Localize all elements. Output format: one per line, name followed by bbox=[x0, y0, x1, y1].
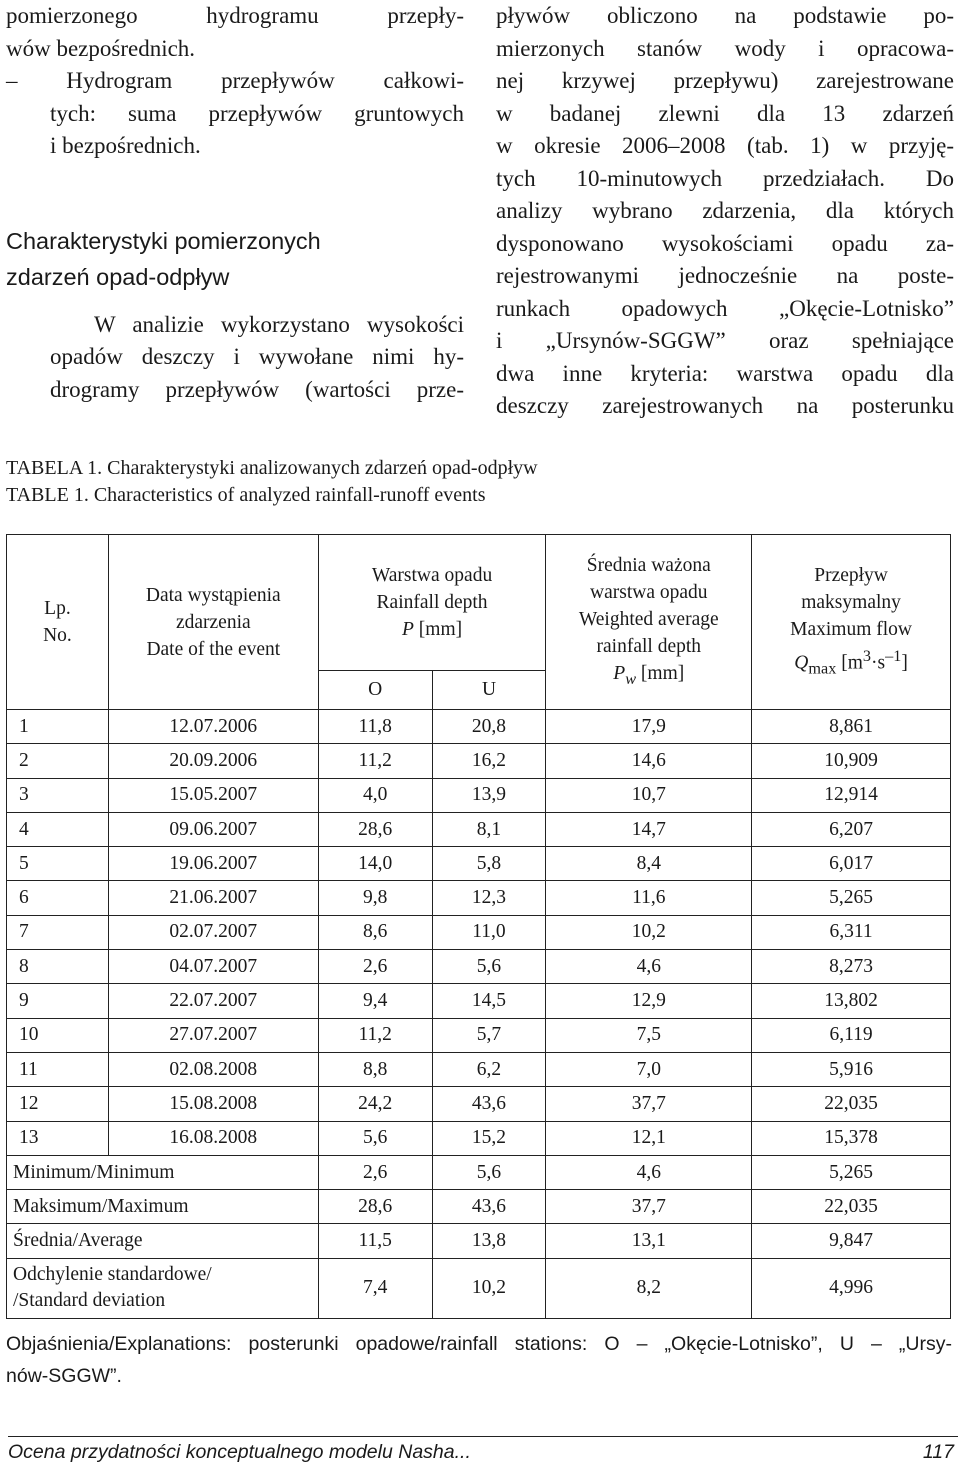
table-cell: 9,8 bbox=[318, 881, 432, 915]
subscript-max: max bbox=[808, 659, 837, 678]
text-line: dysponowano wysokościami opadu za- bbox=[496, 230, 954, 256]
table-cell: 13,1 bbox=[546, 1224, 752, 1258]
table-cell: 11,8 bbox=[318, 710, 432, 744]
stat-label: Minimum/Minimum bbox=[7, 1155, 319, 1189]
table-cell: 5,265 bbox=[752, 881, 951, 915]
subscript-w: w bbox=[625, 669, 637, 688]
header-line: Lp. bbox=[44, 598, 71, 619]
stat-label-line: Odchylenie standardowe/ bbox=[13, 1264, 212, 1286]
table-cell: 14,5 bbox=[432, 984, 546, 1018]
table-cell: 13,8 bbox=[432, 1224, 546, 1258]
header-weighted-depth bbox=[546, 535, 752, 710]
table-cell: 8,2 bbox=[546, 1258, 752, 1318]
table-cell: 14,0 bbox=[318, 847, 432, 881]
table-cell: 28,6 bbox=[318, 1190, 432, 1224]
table-cell: 15,2 bbox=[432, 1121, 546, 1155]
heading-line: Charakterystyki pomierzonych bbox=[6, 227, 321, 254]
table-cell: 6 bbox=[7, 881, 109, 915]
table-cell: 27.07.2007 bbox=[108, 1018, 318, 1052]
text-line: wów bezpośrednich. bbox=[6, 35, 196, 61]
table-cell: 7,4 bbox=[318, 1258, 432, 1318]
table-cell: 5,6 bbox=[432, 950, 546, 984]
table-cell: 16.08.2008 bbox=[108, 1121, 318, 1155]
table-cell: 2,6 bbox=[318, 950, 432, 984]
table-cell: 13,802 bbox=[752, 984, 951, 1018]
header-line: zdarzenia bbox=[175, 611, 251, 633]
table-cell: 7 bbox=[7, 915, 109, 949]
table-row bbox=[7, 881, 951, 915]
table-cell: 6,207 bbox=[752, 812, 951, 846]
text-line: tych 10-minutowych przedziałach. Do bbox=[496, 165, 954, 191]
unit: [mm] bbox=[636, 662, 685, 684]
body-paragraph bbox=[496, 0, 954, 423]
text-line: runkach opadowych „Okęcie-Lotnisko” bbox=[496, 295, 954, 321]
table-body bbox=[7, 710, 951, 1319]
header-line: Weighted average bbox=[578, 608, 719, 630]
header-line: Warstwa opadu bbox=[371, 565, 493, 586]
table-cell: 20.09.2006 bbox=[108, 744, 318, 778]
text-line: pływów obliczono na podstawie po- bbox=[496, 3, 954, 28]
table-cell: 4,6 bbox=[546, 1155, 752, 1189]
stat-label-line: /Standard deviation bbox=[13, 1290, 166, 1312]
table-row bbox=[7, 710, 951, 744]
table-cell: 15,378 bbox=[752, 1121, 951, 1155]
table-cell: 22,035 bbox=[752, 1190, 951, 1224]
unit: ] bbox=[901, 652, 908, 674]
table-cell: 11,0 bbox=[432, 915, 546, 949]
table-cell: 6,311 bbox=[752, 915, 951, 949]
table-row bbox=[7, 1087, 951, 1121]
table-cell: 8,4 bbox=[546, 847, 752, 881]
unit: [m bbox=[836, 652, 863, 674]
stats-row bbox=[7, 1258, 951, 1318]
table-cell: 16,2 bbox=[432, 744, 546, 778]
table-cell: 14,7 bbox=[546, 812, 752, 846]
symbol-p: P bbox=[402, 619, 414, 640]
unit-exponent: 3 bbox=[862, 646, 872, 665]
table-cell: 28,6 bbox=[318, 812, 432, 846]
text-line: – Hydrogram przepływów całkowi- bbox=[6, 68, 464, 93]
intro-paragraph bbox=[6, 0, 464, 65]
table-cell: 9,847 bbox=[752, 1224, 951, 1258]
footnote-line: Objaśnienia/Explanations: posterunki opadowe/rainfall stations: O – „Okęcie-Lotnisko”, U – „Ursy- bbox=[6, 1333, 952, 1355]
table-cell: 11,2 bbox=[318, 1018, 432, 1052]
symbol-q: Q bbox=[794, 652, 809, 674]
header-date bbox=[108, 535, 318, 710]
header-rainfall-depth bbox=[318, 535, 546, 671]
unit-exponent: –1 bbox=[885, 646, 902, 665]
stat-label: Maksimum/Maximum bbox=[7, 1190, 319, 1224]
section-heading bbox=[6, 223, 464, 295]
header-lp bbox=[7, 535, 109, 710]
table-cell: 5,8 bbox=[432, 847, 546, 881]
header-line: No. bbox=[43, 625, 72, 646]
table-cell: 12,914 bbox=[752, 778, 951, 812]
table-cell: 5,265 bbox=[752, 1155, 951, 1189]
header-line bbox=[546, 660, 751, 693]
table-cell: 4,0 bbox=[318, 778, 432, 812]
unit: [mm] bbox=[413, 619, 463, 640]
table-row bbox=[7, 812, 951, 846]
text-line: w okresie 2006–2008 (tab. 1) w przyję- bbox=[496, 133, 954, 158]
table-row bbox=[7, 847, 951, 881]
header-line: Rainfall depth bbox=[376, 592, 488, 613]
header-line: Średnia ważona bbox=[586, 554, 711, 576]
table-cell: 5,6 bbox=[318, 1121, 432, 1155]
table-cell: 5,7 bbox=[432, 1018, 546, 1052]
table-cell: 9 bbox=[7, 984, 109, 1018]
table-cell: 10,2 bbox=[432, 1258, 546, 1318]
right-text-column bbox=[496, 0, 954, 423]
table-row bbox=[7, 1052, 951, 1086]
text-line: deszczy zarejestrowanych na posterunku bbox=[496, 393, 954, 418]
table-cell: 12,3 bbox=[432, 881, 546, 915]
table-row bbox=[7, 778, 951, 812]
table-cell: 14,6 bbox=[546, 744, 752, 778]
text-line: rejestrowanymi jednocześnie na poste- bbox=[496, 263, 954, 288]
heading-line: zdarzeń opad-odpływ bbox=[6, 263, 230, 290]
table-cell: 8,861 bbox=[752, 710, 951, 744]
table-cell: 37,7 bbox=[546, 1087, 752, 1121]
header-line: maksymalny bbox=[801, 591, 901, 613]
stat-label bbox=[7, 1258, 319, 1318]
table-header-row bbox=[7, 535, 951, 671]
caption-pl: TABELA 1. Charakterystyki analizowanych zdarzeń opad-odpływ bbox=[6, 457, 538, 479]
table-cell: 8,273 bbox=[752, 950, 951, 984]
table-cell: 15.05.2007 bbox=[108, 778, 318, 812]
table-cell: 37,7 bbox=[546, 1190, 752, 1224]
stat-label: Średnia/Average bbox=[7, 1224, 319, 1258]
table-cell: 2 bbox=[7, 744, 109, 778]
table-cell: 5 bbox=[7, 847, 109, 881]
table-cell: 7,0 bbox=[546, 1052, 752, 1086]
running-title: Ocena przydatności konceptualnego modelu Nasha... bbox=[8, 1441, 471, 1463]
text-line: mierzonych stanów wody i opracowa- bbox=[496, 35, 954, 61]
table-cell: 4,6 bbox=[546, 950, 752, 984]
body-paragraph bbox=[6, 309, 464, 407]
table-cell: 8,8 bbox=[318, 1052, 432, 1086]
table-cell: 09.06.2007 bbox=[108, 812, 318, 846]
table-row bbox=[7, 1018, 951, 1052]
text-line: i „Ursynów-SGGW” oraz spełniające bbox=[496, 328, 954, 353]
text-line: opadów deszczy i wywołane nimi hy- bbox=[50, 344, 464, 369]
table-cell: 24,2 bbox=[318, 1087, 432, 1121]
table-cell: 8 bbox=[7, 950, 109, 984]
table-cell: 04.07.2007 bbox=[108, 950, 318, 984]
stats-row bbox=[7, 1155, 951, 1189]
table-cell: 13,9 bbox=[432, 778, 546, 812]
table-cell: 11,6 bbox=[546, 881, 752, 915]
header-station-u: U bbox=[432, 671, 546, 710]
table-cell: 12.07.2006 bbox=[108, 710, 318, 744]
text-line: i bezpośrednich. bbox=[50, 133, 201, 158]
table-cell: 11 bbox=[7, 1052, 109, 1086]
header-line: warstwa opadu bbox=[590, 581, 708, 603]
table-cell: 17,9 bbox=[546, 710, 752, 744]
table-cell: 3 bbox=[7, 778, 109, 812]
table-row bbox=[7, 950, 951, 984]
table-cell: 11,2 bbox=[318, 744, 432, 778]
header-line bbox=[752, 643, 950, 682]
header-line: Date of the event bbox=[146, 638, 281, 660]
table-cell: 4,996 bbox=[752, 1258, 951, 1318]
table-cell: 12,1 bbox=[546, 1121, 752, 1155]
header-line: Data wystąpienia bbox=[145, 584, 281, 606]
table-cell: 22,035 bbox=[752, 1087, 951, 1121]
text-line: analizy wybrano zdarzenia, dla których bbox=[496, 198, 954, 223]
header-max-flow bbox=[752, 535, 951, 710]
table-cell: 02.08.2008 bbox=[108, 1052, 318, 1086]
text-line: drogramy przepływów (wartości prze- bbox=[50, 376, 464, 402]
header-line bbox=[319, 616, 546, 643]
table-cell: 11,5 bbox=[318, 1224, 432, 1258]
stats-row bbox=[7, 1190, 951, 1224]
table-row bbox=[7, 744, 951, 778]
table-cell: 9,4 bbox=[318, 984, 432, 1018]
left-text-column bbox=[6, 0, 464, 406]
table-row bbox=[7, 1121, 951, 1155]
header-line: Maximum flow bbox=[790, 618, 912, 640]
table-cell: 43,6 bbox=[432, 1190, 546, 1224]
text-line: W analizie wykorzystano wysokości bbox=[94, 311, 464, 337]
table-cell: 21.06.2007 bbox=[108, 881, 318, 915]
text-line: dwa inne kryteria: warstwa opadu dla bbox=[496, 360, 954, 386]
table-cell: 02.07.2007 bbox=[108, 915, 318, 949]
page-footer bbox=[8, 1436, 958, 1464]
header-station-o: O bbox=[318, 671, 432, 710]
table-cell: 4 bbox=[7, 812, 109, 846]
header-line: rainfall depth bbox=[596, 635, 702, 657]
table-cell: 1 bbox=[7, 710, 109, 744]
table-caption bbox=[6, 455, 538, 509]
caption-en: TABLE 1. Characteristics of analyzed rainfall-runoff events bbox=[6, 484, 486, 506]
footnote-line: nów-SGGW”. bbox=[6, 1365, 122, 1387]
table-footnote bbox=[6, 1328, 952, 1392]
table-cell: 12,9 bbox=[546, 984, 752, 1018]
table-cell: 7,5 bbox=[546, 1018, 752, 1052]
symbol-p: P bbox=[613, 662, 626, 684]
table-cell: 5,916 bbox=[752, 1052, 951, 1086]
page-number: 117 bbox=[922, 1441, 954, 1463]
table-cell: 10,7 bbox=[546, 778, 752, 812]
unit: ·s bbox=[871, 652, 886, 674]
table-cell: 10,2 bbox=[546, 915, 752, 949]
table-cell: 20,8 bbox=[432, 710, 546, 744]
table-cell: 19.06.2007 bbox=[108, 847, 318, 881]
table-cell: 10 bbox=[7, 1018, 109, 1052]
text-line: pomierzonego hydrogramu przepły- bbox=[6, 3, 464, 28]
events-table bbox=[6, 534, 951, 1319]
table-cell: 8,6 bbox=[318, 915, 432, 949]
table-cell: 13 bbox=[7, 1121, 109, 1155]
table-cell: 10,909 bbox=[752, 744, 951, 778]
text-line: w badanej zlewni dla 13 zdarzeń bbox=[496, 100, 954, 126]
table-cell: 15.08.2008 bbox=[108, 1087, 318, 1121]
table-row bbox=[7, 915, 951, 949]
table-cell: 2,6 bbox=[318, 1155, 432, 1189]
table-cell: 6,017 bbox=[752, 847, 951, 881]
table-cell: 5,6 bbox=[432, 1155, 546, 1189]
table-cell: 6,2 bbox=[432, 1052, 546, 1086]
stats-row bbox=[7, 1224, 951, 1258]
dash-list-item bbox=[6, 65, 464, 163]
table-cell: 43,6 bbox=[432, 1087, 546, 1121]
text-line: tych: suma przepływów gruntowych bbox=[50, 100, 464, 126]
table-cell: 6,119 bbox=[752, 1018, 951, 1052]
table-cell: 22.07.2007 bbox=[108, 984, 318, 1018]
header-line: Przepływ bbox=[814, 564, 888, 586]
table-cell: 12 bbox=[7, 1087, 109, 1121]
text-line: nej krzywej przepływu) zarejestrowane bbox=[496, 68, 954, 93]
table-cell: 8,1 bbox=[432, 812, 546, 846]
table-row bbox=[7, 984, 951, 1018]
